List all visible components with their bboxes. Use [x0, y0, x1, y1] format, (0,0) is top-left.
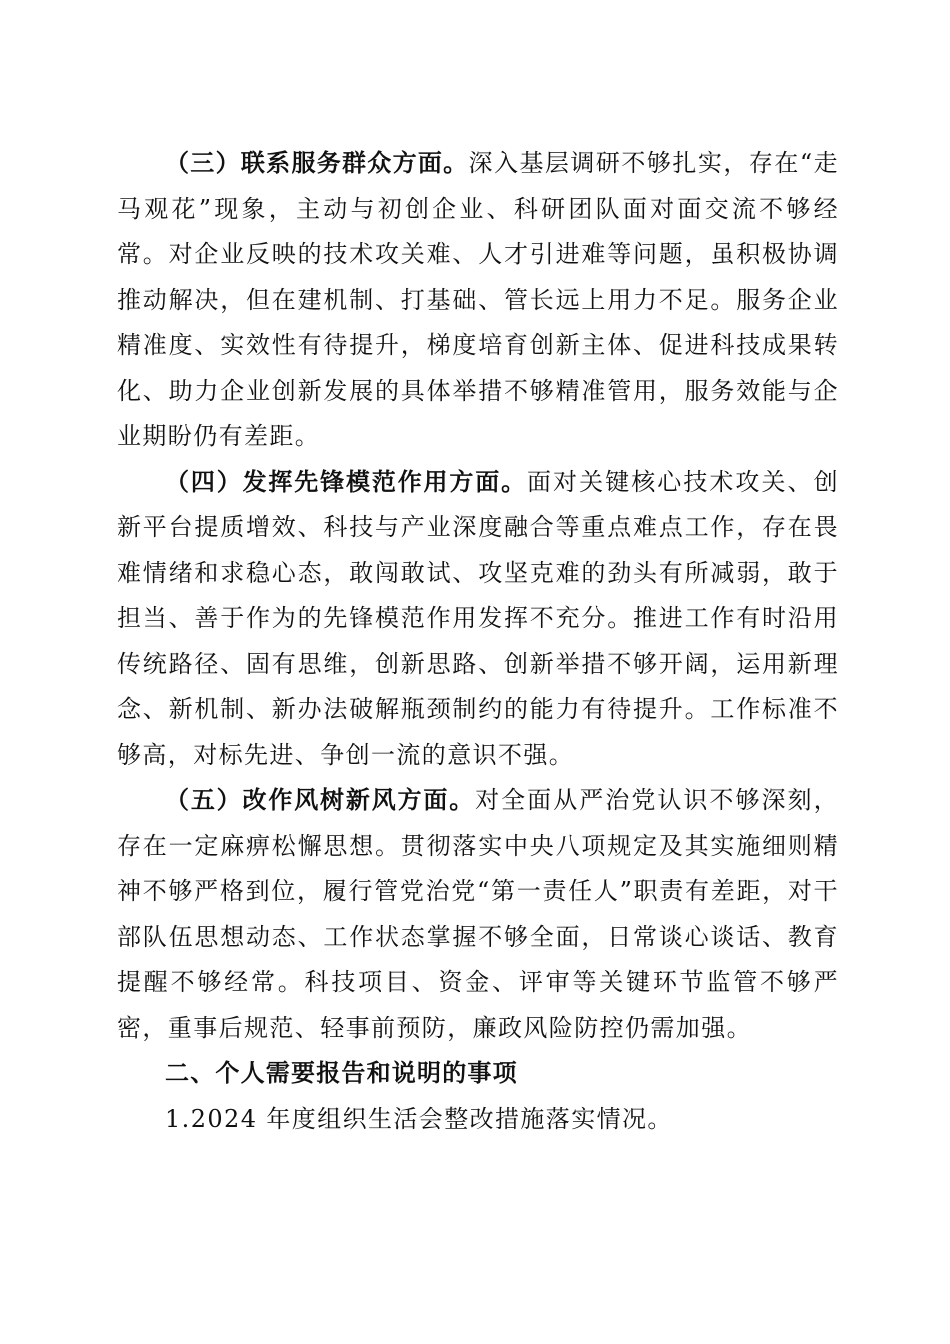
paragraph-text: 面对关键核心技术攻关、创新平台提质增效、科技与产业深度融合等重点难点工作，存在畏难情绪和求稳心态，敢闯敢试、攻坚克难的劲头有所减弱，敢于担当、善于作为的先锋模范作用发挥不充分。推进工作有时沿用传统路径、固有思维，创新思路、创新举措不够开阔，运用新理念、新机制、新办法破解瓶颈制约的能力有待提升。工作标准不够高，对标先进、争创一流的意识不强。: [117, 467, 839, 769]
section-heading: 二、个人需要报告和说明的事项: [165, 1059, 518, 1087]
paragraph-work-style: [117, 778, 839, 1051]
paragraph-lead: （四）发挥先锋模范作用方面。: [165, 467, 527, 496]
document-body: [117, 141, 839, 1142]
paragraph-contact-service: [117, 141, 839, 460]
list-item: 1.2024 年度组织生活会整改措施落实情况。: [165, 1104, 673, 1133]
paragraph-lead: （三）联系服务群众方面。: [165, 149, 469, 177]
paragraph-text: 对全面从严治党认识不够深刻，存在一定麻痹松懈思想。贯彻落实中央八项规定及其实施细则精神不够严格到位，履行管党治党“第一责任人”职责有差距，对干部队伍思想动态、工作状态掌握不够全面，日常谈心谈话、教育提醒不够经常。科技项目、资金、评审等关键环节监管不够严密，重事后规范、轻事前预防，廉政风险防控仍需加强。: [117, 786, 839, 1042]
paragraph-vanguard-role: [117, 460, 839, 779]
paragraph-text: 深入基层调研不够扎实，存在“走马观花”现象，主动与初创企业、科研团队面对面交流不够经常。对企业反映的技术攻关难、人才引进难等问题，虽积极协调推动解决，但在建机制、打基础、管长远上用力不足。服务企业精准度、实效性有待提升，梯度培育创新主体、促进科技成果转化、助力企业创新发展的具体举措不够精准管用，服务效能与企业期盼仍有差距。: [117, 149, 839, 450]
paragraph-lead: （五）改作风树新风方面。: [165, 786, 476, 814]
